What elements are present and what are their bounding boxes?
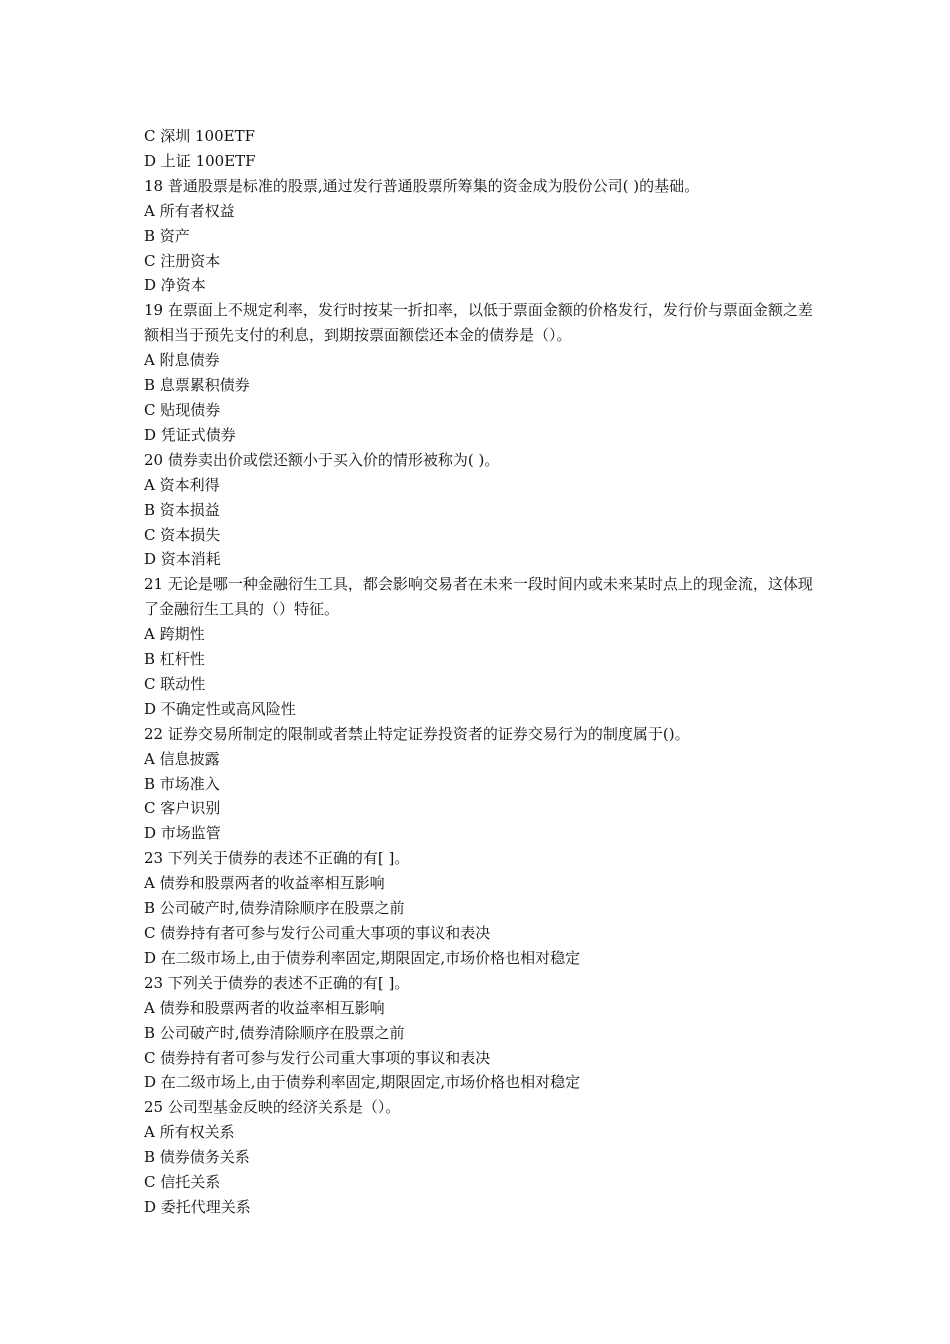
option-d: D 不确定性或高风险性	[144, 699, 296, 718]
option-b: B 债券债务关系	[144, 1148, 250, 1167]
question-20: 20 债券卖出价或偿还额小于买入价的情形被称为( )。	[144, 450, 500, 469]
option-b: B 公司破产时,债券清除顺序在股票之前	[144, 899, 405, 918]
question-19: 19 在票面上不规定利率，发行时按某一折扣率，以低于票面金额的价格发行，发行价与票面金额之差额相当于预先支付的利息，到期按票面额偿还本金的债券是（）。	[144, 301, 813, 345]
option-d: D 在二级市场上,由于债券利率固定,期限固定,市场价格也相对稳定	[144, 948, 581, 967]
question-23-repeat: 23 下列关于债券的表述不正确的有[ ]。	[144, 973, 410, 992]
option-a: A 跨期性	[144, 625, 205, 644]
option-a: A 债券和股票两者的收益率相互影响	[144, 874, 385, 893]
document-body	[144, 124, 814, 1220]
option-d: D 在二级市场上,由于债券利率固定,期限固定,市场价格也相对稳定	[144, 1073, 581, 1092]
option-c: C 信托关系	[144, 1173, 221, 1192]
text-line: D 上证 100ETF	[144, 151, 256, 170]
question-18: 18 普通股票是标准的股票,通过发行普通股票所筹集的资金成为股份公司( )的基础。	[144, 176, 700, 195]
option-d: D 市场监管	[144, 824, 221, 843]
option-c: C 债券持有者可参与发行公司重大事项的事议和表决	[144, 924, 491, 942]
option-a: A 资本利得	[144, 475, 220, 494]
question-23: 23 下列关于债券的表述不正确的有[ ]。	[144, 849, 410, 868]
option-b: B 公司破产时,债券清除顺序在股票之前	[144, 1023, 405, 1042]
question-25: 25 公司型基金反映的经济关系是（）。	[144, 1098, 401, 1117]
option-d: D 净资本	[144, 276, 206, 295]
option-a: A 所有者权益	[144, 201, 235, 220]
option-b: B 资产	[144, 226, 190, 245]
option-b: B 资本损益	[144, 500, 220, 519]
option-d: D 委托代理关系	[144, 1197, 251, 1216]
option-b: B 息票累积债券	[144, 376, 250, 395]
option-a: A 所有权关系	[144, 1123, 235, 1142]
option-b: B 杠杆性	[144, 650, 205, 669]
option-c: C 注册资本	[144, 251, 221, 270]
option-a: A 附息债券	[144, 351, 220, 370]
question-21: 21 无论是哪一种金融衍生工具，都会影响交易者在未来一段时间内或未来某时点上的现金流，这体现了金融衍生工具的（）特征。	[144, 575, 813, 619]
option-d: D 凭证式债券	[144, 425, 236, 444]
option-c: C 资本损失	[144, 525, 221, 544]
text-line: C 深圳 100ETF	[144, 127, 256, 145]
option-c: C 债券持有者可参与发行公司重大事项的事议和表决	[144, 1048, 491, 1067]
option-c: C 贴现债券	[144, 400, 221, 419]
option-d: D 资本消耗	[144, 550, 221, 569]
option-a: A 信息披露	[144, 749, 220, 768]
question-22: 22 证券交易所制定的限制或者禁止特定证券投资者的证券交易行为的制度属于()。	[144, 724, 690, 743]
option-c: C 联动性	[144, 674, 206, 693]
option-b: B 市场准入	[144, 774, 220, 793]
option-a: A 债券和股票两者的收益率相互影响	[144, 998, 385, 1017]
option-c: C 客户识别	[144, 799, 221, 818]
